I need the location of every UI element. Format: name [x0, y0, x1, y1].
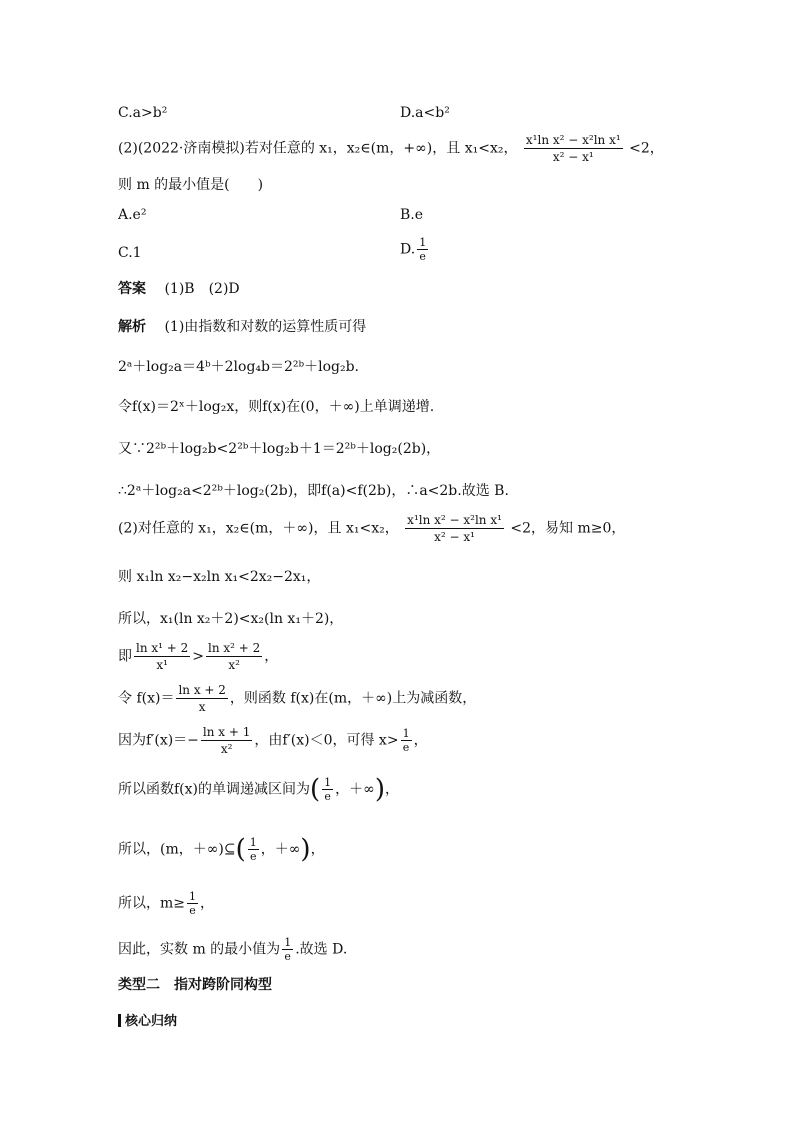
line-5-fraction-2 — [206, 640, 262, 673]
line-11 — [118, 936, 347, 963]
line-9 — [118, 836, 325, 863]
line-10 — [118, 890, 214, 917]
line-9-mid: ，＋∞ — [260, 841, 301, 858]
question-2-text: (2)(2022·济南模拟)若对任意的 x₁，x₂∈(m，+∞)，且 x₁<x₂， — [118, 140, 518, 157]
part-2-denominator: x² − x¹ — [434, 530, 475, 544]
fraction-denominator: e — [284, 950, 291, 963]
line-7-mid: ，由f′(x)＜0，可得 x> — [254, 732, 399, 749]
line-5-denominator-1: x¹ — [156, 658, 168, 672]
line-9-prefix: 所以，(m，＋∞)⊆ — [118, 841, 236, 858]
question-2-numerator: x¹ln x² − x²ln x¹ — [525, 133, 621, 147]
line-6-denominator: x — [198, 700, 206, 714]
line-5-fraction-1 — [134, 640, 190, 673]
line-3: 则 x₁ln x₂−x₂ln x₁<2x₂−2x₁， — [118, 569, 321, 585]
line-5-prefix: 即 — [118, 648, 132, 665]
section-title: 类型二 指对跨阶同构型 — [118, 977, 272, 993]
part-2-fraction — [405, 512, 504, 545]
option-d-part1: D.a<b² — [400, 105, 450, 121]
option-c-part2: C.1 — [118, 245, 142, 261]
fraction-denominator: e — [324, 790, 331, 803]
equation-2: 令f(x)＝2ˣ＋log₂x，则f(x)在(0，＋∞)上单调递增. — [118, 399, 435, 415]
left-paren: ( — [310, 774, 321, 805]
option-a-part2: A.e² — [118, 207, 147, 223]
equation-4: ∴2ᵃ＋log₂a<2²ᵇ＋log₂(2b)，即f(a)<f(2b)，∴a<2b.故选 B. — [118, 483, 509, 499]
line-8-one-over-e — [322, 776, 333, 803]
part-2-line — [118, 512, 625, 545]
line-5-tail: ， — [264, 648, 279, 665]
question-2-line — [118, 132, 664, 165]
line-8-prefix: 所以函数f(x)的单调递减区间为 — [118, 781, 311, 798]
option-d-part2 — [400, 236, 430, 263]
fraction-denominator: e — [249, 850, 257, 863]
fraction-denominator: e — [419, 250, 426, 263]
core-summary-label: 核心归纳 — [125, 1014, 178, 1029]
line-6-prefix: 令 f(x)＝ — [118, 690, 175, 707]
line-5-greater: > — [192, 648, 205, 665]
fraction-denominator: e — [189, 904, 196, 917]
line-7 — [118, 724, 428, 757]
option-c-part1: C.a>b² — [118, 105, 168, 121]
fraction-numerator: 1 — [419, 236, 427, 249]
line-7-tail: ， — [413, 732, 428, 749]
line-6-tail: ，则函数 f(x)在(m，＋∞)上为减函数， — [229, 690, 477, 707]
fraction-numerator: 1 — [284, 936, 292, 949]
line-11-tail: .故选 D. — [295, 941, 348, 958]
line-10-one-over-e — [187, 890, 198, 917]
analysis-line — [118, 320, 366, 334]
line-5-denominator-2: x² — [228, 658, 240, 672]
question-2-fraction — [524, 132, 623, 165]
line-9-one-over-e — [248, 836, 259, 863]
line-8-tail: ， — [385, 781, 399, 798]
line-10-tail: ， — [200, 895, 215, 912]
line-5 — [118, 640, 278, 673]
line-9-tail: ， — [310, 841, 325, 858]
fraction-numerator: 1 — [189, 890, 197, 903]
fraction-numerator: 1 — [249, 836, 257, 849]
line-11-prefix: 因此，实数 m 的最小值为 — [118, 941, 281, 958]
left-paren: ( — [235, 834, 246, 865]
line-6 — [118, 682, 476, 715]
option-d-prefix: D. — [400, 241, 416, 258]
line-10-prefix: 所以，m≥ — [118, 895, 186, 912]
line-7-prefix: 因为f′(x)＝− — [118, 732, 199, 749]
heading-bar-icon — [118, 1014, 121, 1027]
line-5-numerator-1: ln x¹ + 2 — [136, 641, 189, 655]
answer-text: (1)B (2)D — [164, 281, 240, 297]
question-2-tail: <2， — [629, 140, 664, 157]
part-2-text: (2)对任意的 x₁，x₂∈(m，＋∞)，且 x₁<x₂， — [118, 520, 399, 537]
fraction-one-over-e — [417, 236, 428, 263]
fraction-numerator: 1 — [324, 776, 332, 789]
line-7-fraction — [201, 724, 252, 757]
question-2-denominator: x² − x¹ — [552, 150, 594, 164]
part-2-tail: <2，易知 m≥0， — [510, 520, 626, 537]
line-6-numerator: ln x + 2 — [178, 683, 226, 697]
line-7-denominator: x² — [220, 742, 233, 756]
option-b-part2: B.e — [400, 207, 424, 223]
part-2-numerator: x¹ln x² − x²ln x¹ — [407, 513, 502, 527]
right-paren: ) — [300, 834, 311, 865]
answer-label: 答案 — [118, 281, 146, 297]
line-4: 所以，x₁(ln x₂＋2)<x₂(ln x₁＋2)， — [118, 611, 344, 627]
answer-line — [118, 282, 240, 296]
line-7-numerator: ln x + 1 — [202, 725, 251, 739]
equation-3: 又∵2²ᵇ＋log₂b<2²ᵇ＋log₂b＋1＝2²ᵇ＋log₂(2b)， — [118, 441, 441, 457]
line-5-numerator-2: ln x² + 2 — [208, 641, 261, 655]
fraction-numerator: 1 — [402, 727, 410, 740]
analysis-label: 解析 — [118, 319, 146, 335]
question-2-line2: 则 m 的最小值是( ) — [118, 177, 264, 193]
line-11-one-over-e — [282, 936, 293, 963]
core-summary-heading — [118, 1014, 177, 1028]
right-paren: ) — [374, 774, 385, 805]
line-6-fraction — [176, 682, 227, 715]
line-7-one-over-e — [401, 727, 412, 754]
line-8 — [118, 776, 399, 803]
equation-1: 2ᵃ＋log₂a＝4ᵇ＋2log₄b＝2²ᵇ＋log₂b. — [118, 359, 360, 375]
analysis-text: (1)由指数和对数的运算性质可得 — [164, 319, 367, 335]
fraction-denominator: e — [402, 741, 410, 754]
line-8-mid: ，＋∞ — [335, 781, 375, 798]
